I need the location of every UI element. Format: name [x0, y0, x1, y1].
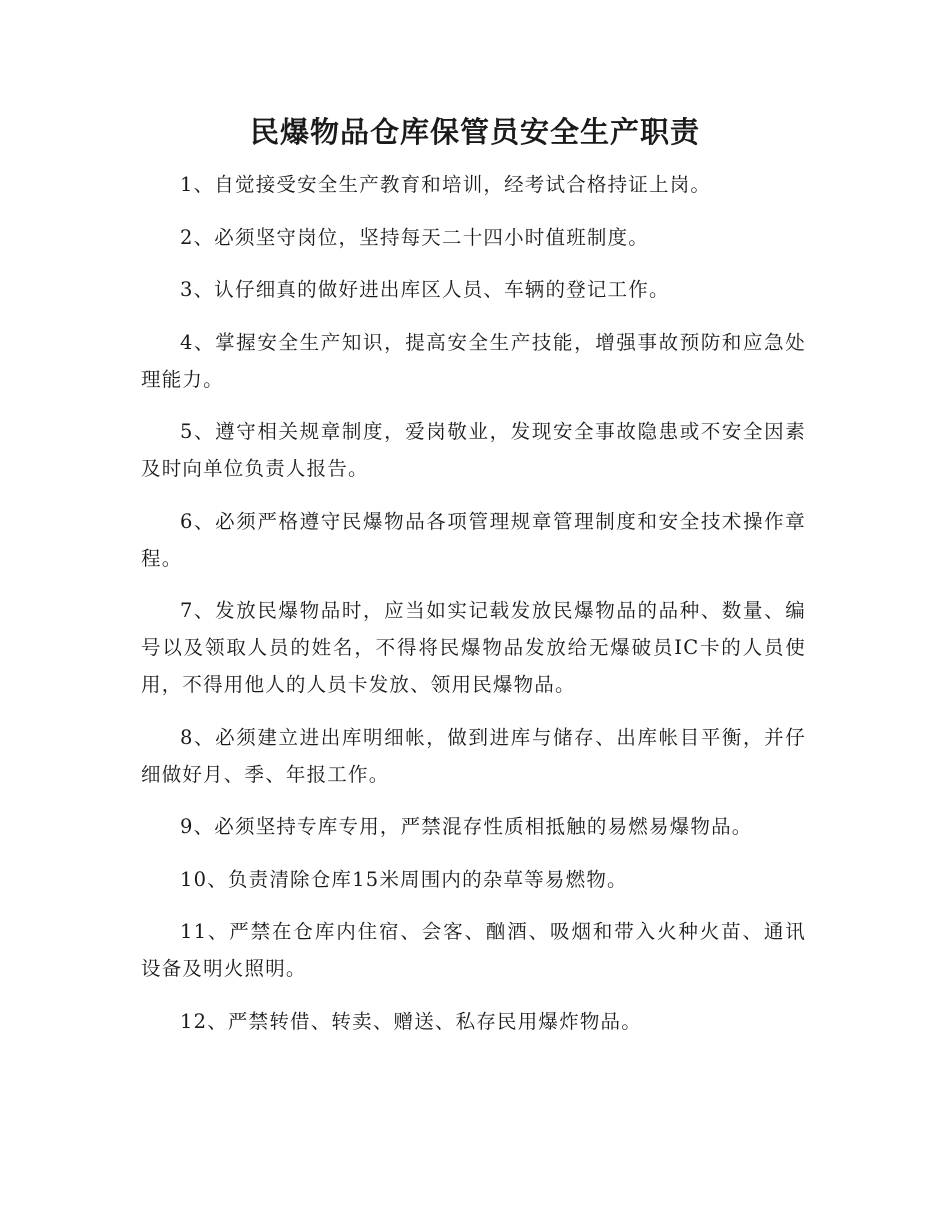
duty-item-7: 7、发放民爆物品时，应当如实记载发放民爆物品的品种、数量、编号以及领取人员的姓名，不得将民爆物品发放给无爆破员IC卡的人员使用，不得用他人的人员卡发放、领用民爆物品。 — [141, 599, 806, 696]
duty-item-10: 10、负责清除仓库15米周围内的杂草等易燃物。 — [180, 867, 628, 891]
duty-item-11: 11、严禁在仓库内住宿、会客、酗酒、吸烟和带入火种火苗、通讯设备及明火照明。 — [141, 920, 806, 980]
document-title: 民爆物品仓库保管员安全生产职责 — [249, 115, 700, 149]
duty-item-2: 2、必须坚守岗位，坚持每天二十四小时值班制度。 — [180, 225, 650, 249]
duty-item-9: 9、必须坚持专库专用，严禁混存性质相抵触的易燃易爆物品。 — [180, 815, 753, 838]
document-body — [141, 166, 806, 1055]
duty-item-6: 6、必须严格遵守民爆物品各项管理规章管理制度和安全技术操作章程。 — [141, 509, 806, 570]
duty-item-3: 3、认仔细真的做好进出库区人员、车辆的登记工作。 — [180, 278, 670, 301]
duty-item-1: 1、自觉接受安全生产教育和培训，经考试合格持证上岗。 — [180, 173, 712, 196]
duty-item-4: 4、掌握安全生产知识，提高安全生产技能，增强事故预防和应急处理能力。 — [141, 330, 806, 391]
duty-item-12: 12、严禁转借、转卖、赠送、私存民用爆炸物品。 — [180, 1009, 642, 1033]
duty-item-8: 8、必须建立进出库明细帐，做到进库与储存、出库帐目平衡，并仔细做好月、季、年报工作。 — [141, 725, 806, 786]
duty-item-5: 5、遵守相关规章制度，爱岗敬业，发现安全事故隐患或不安全因素及时向单位负责人报告。 — [141, 420, 806, 480]
